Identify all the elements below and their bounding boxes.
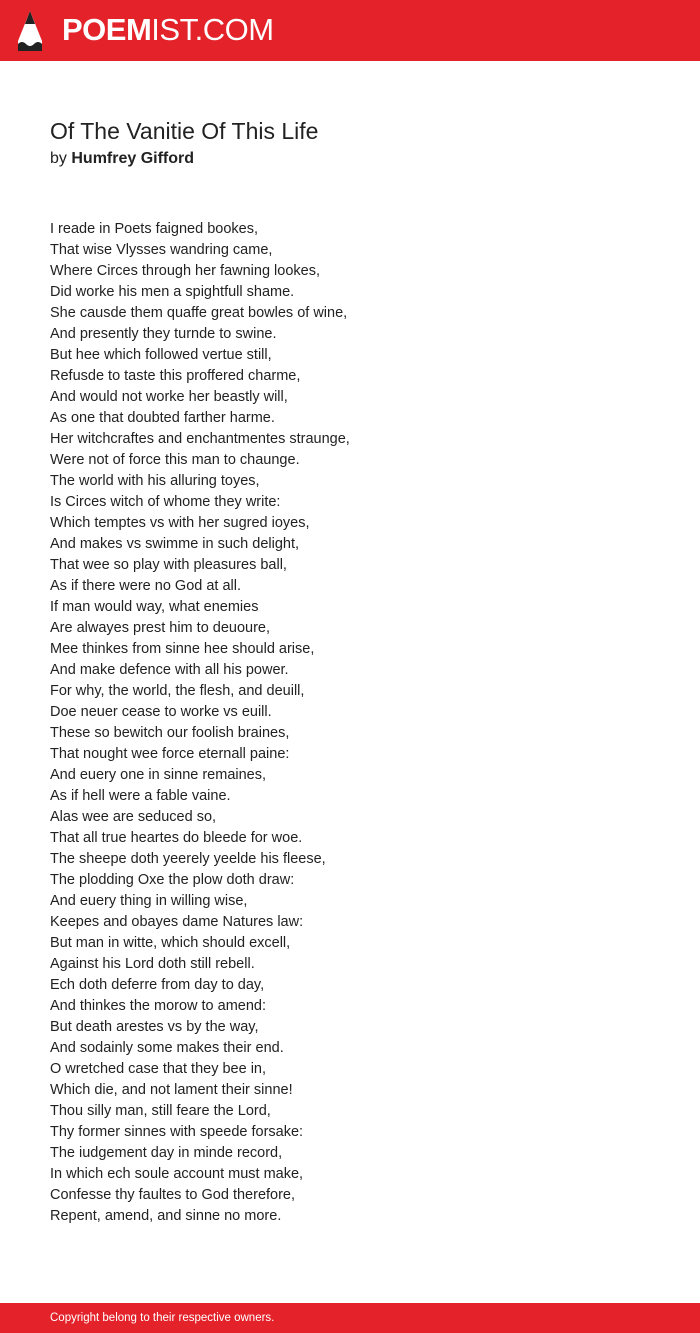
- poem-body: [50, 219, 650, 1227]
- poem-line: Are alwayes prest him to deuoure,: [50, 620, 271, 636]
- poem-line: Confesse thy faultes to God therefore,: [50, 1187, 296, 1203]
- poem-line: These so bewitch our foolish braines,: [50, 725, 290, 741]
- poem-line: And make defence with all his power.: [50, 662, 289, 678]
- poem-title: Of The Vanitie Of This Life: [50, 118, 319, 144]
- poem-line: Were not of force this man to chaunge.: [50, 452, 300, 468]
- poem-line: I reade in Poets faigned bookes,: [50, 221, 258, 237]
- poem-line: Refusde to taste this proffered charme,: [50, 368, 301, 384]
- poem-line: Which temptes vs with her sugred ioyes,: [50, 515, 310, 531]
- poem-line: And euery one in sinne remaines,: [50, 767, 267, 783]
- poem-line: And would not worke her beastly will,: [50, 389, 288, 405]
- poem-line: And sodainly some makes their end.: [50, 1040, 284, 1056]
- poem-line: She causde them quaffe great bowles of wine,: [50, 305, 348, 321]
- poem-line: Repent, amend, and sinne no more.: [50, 1208, 282, 1224]
- poem-byline: [50, 149, 194, 169]
- poem-line: The sheepe doth yeerely yeelde his fleese,: [50, 851, 326, 867]
- poem-line: As one that doubted farther harme.: [50, 410, 275, 426]
- site-footer: [0, 1303, 700, 1333]
- poem-line: In which ech soule account must make,: [50, 1166, 304, 1182]
- poem-line: But man in witte, which should excell,: [50, 935, 291, 951]
- poem-line: That wise Vlysses wandring came,: [50, 242, 273, 258]
- poem-author: Humfrey Gifford: [71, 150, 195, 167]
- by-label: by: [50, 150, 67, 167]
- poem-line: The plodding Oxe the plow doth draw:: [50, 872, 295, 888]
- poem-line: For why, the world, the flesh, and deuill,: [50, 683, 305, 699]
- poem-line: Keepes and obayes dame Natures law:: [50, 914, 304, 930]
- site-header: [0, 0, 700, 61]
- poem-line: And presently they turnde to swine.: [50, 326, 277, 342]
- poem-line: Alas wee are seduced so,: [50, 809, 217, 825]
- poem-line: As if there were no God at all.: [50, 578, 242, 594]
- poem-line: And makes vs swimme in such delight,: [50, 536, 300, 552]
- poem-line: The iudgement day in minde record,: [50, 1145, 283, 1161]
- poem-line: O wretched case that they bee in,: [50, 1061, 267, 1077]
- brand-light: IST.COM: [151, 12, 274, 47]
- poem-line: The world with his alluring toyes,: [50, 473, 260, 489]
- pencil-tip-icon[interactable]: [18, 11, 42, 51]
- poem-line: Thou silly man, still feare the Lord,: [50, 1103, 271, 1119]
- poem-line: But death arestes vs by the way,: [50, 1019, 259, 1035]
- poem-line: Ech doth deferre from day to day,: [50, 977, 265, 993]
- poem-line: Is Circes witch of whome they write:: [50, 494, 281, 510]
- poem-line: Did worke his men a spightfull shame.: [50, 284, 295, 300]
- poem-line: That wee so play with pleasures ball,: [50, 557, 287, 573]
- poem-line: Where Circes through her fawning lookes,: [50, 263, 320, 279]
- poem-line: Mee thinkes from sinne hee should arise,: [50, 641, 315, 657]
- poem-line: Her witchcraftes and enchantmentes straunge,: [50, 431, 350, 447]
- poem-line: As if hell were a fable vaine.: [50, 788, 231, 804]
- poem-line: But hee which followed vertue still,: [50, 347, 272, 363]
- site-logo-link[interactable]: [62, 12, 274, 48]
- poem-line: Against his Lord doth still rebell.: [50, 956, 255, 972]
- poem-line: And euery thing in willing wise,: [50, 893, 248, 909]
- brand-bold: POEM: [62, 12, 152, 47]
- poem-line: Doe neuer cease to worke vs euill.: [50, 704, 272, 720]
- poem-line: Which die, and not lament their sinne!: [50, 1082, 293, 1098]
- copyright-text: Copyright belong to their respective owners.: [50, 1312, 275, 1324]
- poem-line: That all true heartes do bleede for woe.: [50, 830, 303, 846]
- poem-line: If man would way, what enemies: [50, 599, 259, 615]
- poem-line: That nought wee force eternall paine:: [50, 746, 290, 762]
- poem-line: Thy former sinnes with speede forsake:: [50, 1124, 304, 1140]
- poem-line: And thinkes the morow to amend:: [50, 998, 267, 1014]
